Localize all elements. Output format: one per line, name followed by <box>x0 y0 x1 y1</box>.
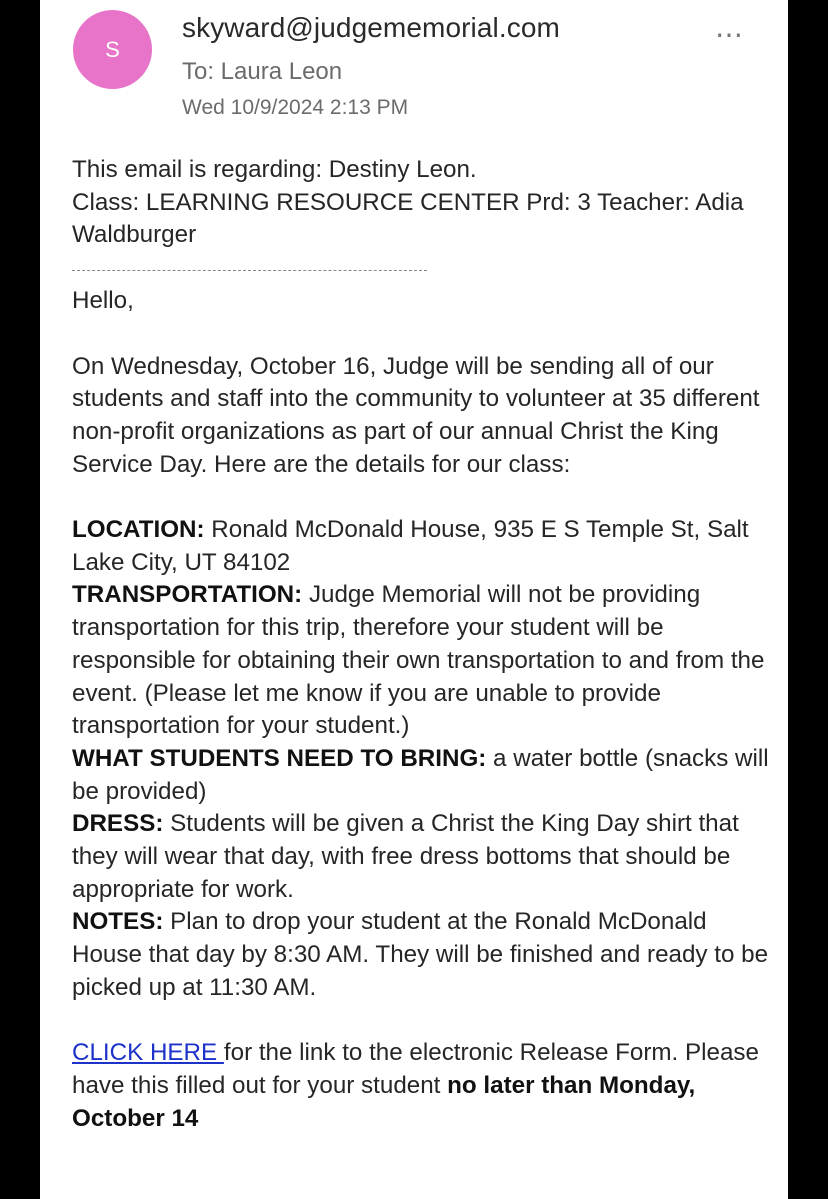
sender-avatar: S <box>73 10 152 89</box>
bring-item <box>72 743 772 808</box>
location-item <box>72 514 772 579</box>
bring-label: WHAT STUDENTS NEED TO BRING: <box>72 744 487 772</box>
class-line: Class: LEARNING RESOURCE CENTER Prd: 3 Teacher: Adia Waldburger <box>72 188 744 249</box>
release-form-paragraph <box>72 1037 772 1135</box>
greeting: Hello, <box>72 287 134 315</box>
dress-item <box>72 808 772 906</box>
deadline-text: no later than Monday, October 14 <box>72 1071 696 1132</box>
regarding-line: This email is regarding: Destiny Leon. <box>72 156 477 183</box>
location-text: Ronald McDonald House, 935 E S Temple St, Salt Lake City, UT 84102 <box>72 516 749 576</box>
divider <box>72 270 427 271</box>
transportation-item <box>72 579 772 743</box>
transportation-label: TRANSPORTATION: <box>72 581 303 609</box>
notes-text: Plan to drop your student at the Ronald McDonald House that day by 8:30 AM. They will be finished and ready to be picked up at 11:30 AM. <box>72 908 769 1001</box>
release-form-text: for the link to the electronic Release Form. Please have this filled out for your student <box>72 1039 759 1099</box>
email-body <box>72 154 772 1135</box>
more-options-icon[interactable]: ⋯ <box>715 19 744 50</box>
intro-paragraph: On Wednesday, October 16, Judge will be sending all of our students and staff into the community to volunteer at 35 different non-profit organizations as part of our annual Christ the King Service Day. Here are the details for our class: <box>72 352 760 478</box>
email-datetime: Wed 10/9/2024 2:13 PM <box>182 96 409 119</box>
sender-address[interactable]: skyward@judgememorial.com <box>182 12 560 43</box>
notes-item <box>72 906 772 1004</box>
location-label: LOCATION: <box>72 516 205 543</box>
bring-text: a water bottle (snacks will be provided) <box>72 744 769 805</box>
dress-text: Students will be given a Christ the King Day shirt that they will wear that day, with free dress bottoms that should be appropriate for work. <box>72 810 739 903</box>
dress-label: DRESS: <box>72 810 164 838</box>
recipient-line: To: Laura Leon <box>182 58 343 85</box>
notes-label: NOTES: <box>72 908 164 936</box>
transportation-text: Judge Memorial will not be providing transportation for this trip, therefore your student will be responsible for obtaining their own transportation to and from the event. (Please let me know if you are unable to provide transportation for your student.) <box>72 581 765 740</box>
email-view <box>40 0 788 1199</box>
release-form-link[interactable]: CLICK HERE <box>72 1039 224 1067</box>
